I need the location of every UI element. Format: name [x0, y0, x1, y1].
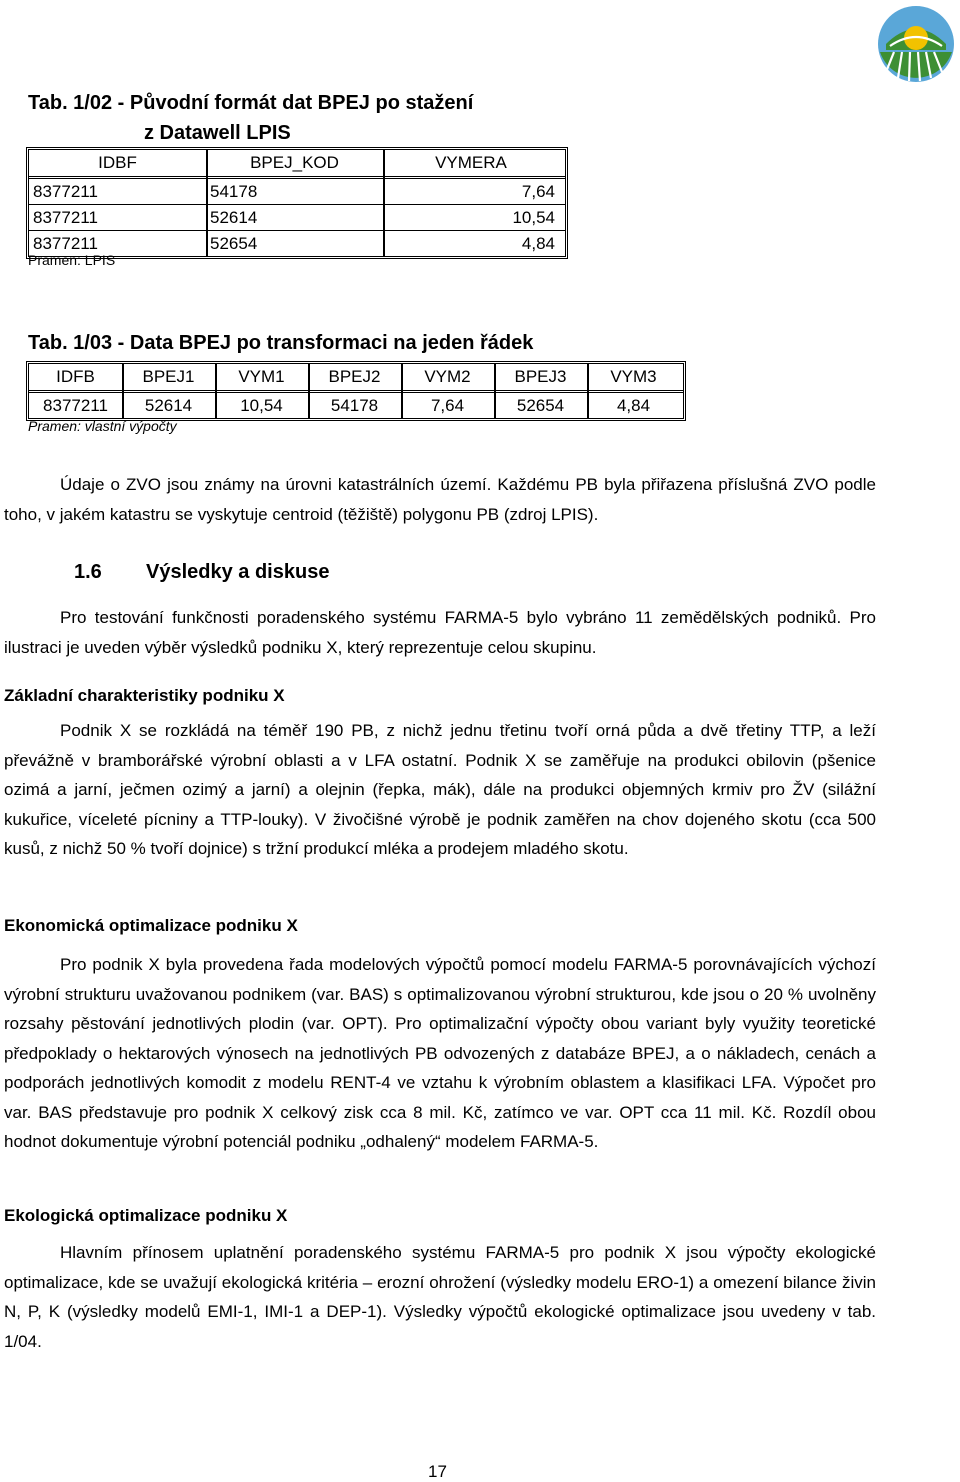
table2-col-divider — [308, 364, 310, 418]
table-cell: 52614 — [144, 395, 193, 415]
section-title: Výsledky a diskuse — [146, 561, 330, 583]
table1-col-divider — [206, 150, 208, 256]
table2-header-cell: VYM1 — [238, 367, 285, 386]
table-cell: 10,54 — [512, 207, 555, 227]
agency-logo — [876, 4, 956, 84]
table-cell: 54178 — [330, 395, 379, 415]
table1-source: Pramen: LPIS — [28, 252, 116, 268]
table2-header-cell: BPEJ2 — [328, 367, 381, 386]
paragraph-economic-text: Pro podnik X byla provedena řada modelových výpočtů pomocí modelu FARMA-5 porovnávajících výchozí výrobní strukturu uvažovanou podnikem (var. BAS) s optimalizovanou výrobní strukturou, kde jsou o 20 % uvolněny rozsahy pěstování jednotlivých plodin (var. OPT). Pro optimalizační výpočty obou variant byly využity teoretické předpoklady o hektarových výnosech na jednotlivých PB odvozených z databáze BPEJ, a o nákladech, cenách a podporách jednotlivých komodit z modelu RENT-4 ve vztahu k výrobním oblastem a klasifikaci LFA. Výpočet pro var. BAS představuje pro podnik X celkový zisk cca 8 mil. Kč, zatímco ve var. OPT cca 11 mil. Kč. Rozdíl obou hodnot dokumentuje výrobní potenciál podniku „odhalený“ modelem FARMA-5. — [4, 955, 876, 1151]
table2 — [26, 361, 686, 421]
table-cell: 8377211 — [33, 207, 98, 227]
section-number: 1.6 — [74, 561, 102, 583]
table-cell: 54178 — [210, 181, 258, 201]
table2-header-cell: VYM3 — [610, 367, 657, 386]
table2-header-row — [29, 364, 683, 393]
table2-header-cell: BPEJ1 — [142, 367, 195, 386]
table2-col-divider — [122, 364, 124, 418]
table-cell: 7,64 — [521, 181, 555, 201]
table-row — [29, 393, 683, 418]
table-cell: 52654 — [516, 395, 565, 415]
table2-header-cell: IDFB — [56, 367, 95, 386]
section-heading — [74, 561, 329, 584]
table2-col-divider — [401, 364, 403, 418]
table-row — [29, 179, 565, 205]
table-cell: 7,64 — [430, 395, 465, 415]
table1-header-cell: BPEJ_KOD — [250, 153, 339, 172]
paragraph-zvo-text: Údaje o ZVO jsou známy na úrovni katastrálních území. Každému PB byla přiřazena příslušná ZVO podle toho, v jakém katastru se vyskytuje centroid (těžiště) polygonu PB (zdroj LPIS). — [4, 475, 876, 524]
paragraph-intro — [4, 603, 876, 662]
table2-col-divider — [215, 364, 217, 418]
paragraph-basic — [4, 716, 876, 864]
table2-title: Tab. 1/03 - Data BPEJ po transformaci na jeden řádek — [28, 332, 534, 354]
table1-col-divider — [383, 150, 385, 256]
table-cell: 8377211 — [33, 233, 98, 253]
paragraph-ecological-text: Hlavním přínosem uplatnění poradenského systému FARMA-5 pro podnik X jsou výpočty ekologické optimalizace, kde se uvažují ekologická kritéria – erozní ohrožení (výsledky modelu ERO-1) a omezení bilance živin N, P, K (výsledky modelů EMI-1, IMI-1 a DEP-1). Výsledky výpočtů ekologické optimalizace jsou uvedeny v tab. 1/04. — [4, 1243, 876, 1351]
table1-header-row — [29, 150, 565, 179]
paragraph-intro-text: Pro testování funkčnosti poradenského systému FARMA-5 bylo vybráno 11 zemědělských podniků. Pro ilustraci je uveden výběr výsledků podniku X, který reprezentuje celou skupinu. — [4, 608, 876, 657]
paragraph-economic — [4, 950, 876, 1157]
paragraph-basic-text: Podnik X se rozkládá na téměř 190 PB, z nichž jednu třetinu tvoří orná půda a dvě třetiny TTP, a leží převážně v bramborářské výrobní oblasti a v LFA ostatní. Podnik X se zaměřuje na produkci obilovin (pšenice ozimá a jarní, ječmen ozimý a jarní) a olejnin (řepka, mák), dále na produkci objemných krmiv pro ŽV (silážní kukuřice, víceleté pícniny a TTP-louky). V živočišné výrobě je podnik zaměřen na chov dojeného skotu (cca 500 kusů, z nichž 50 % tvoří dojnice) s tržní produkcí mléka a prodejem mladého skotu. — [4, 721, 876, 858]
table2-header-cell: BPEJ3 — [514, 367, 567, 386]
table1-header-cell: VYMERA — [435, 153, 507, 172]
table2-source: Pramen: vlastní výpočty — [28, 418, 177, 434]
table-cell: 10,54 — [240, 395, 283, 415]
paragraph-ecological — [4, 1238, 876, 1356]
table1-title — [28, 88, 473, 148]
table1 — [26, 147, 568, 259]
table-cell: 52654 — [210, 233, 258, 253]
table-row — [29, 205, 565, 231]
table-cell: 52614 — [210, 207, 258, 227]
heading-ecological-optimization: Ekologická optimalizace podniku X — [4, 1206, 288, 1225]
heading-basic-characteristics: Základní charakteristiky podniku X — [4, 686, 285, 705]
table2-col-divider — [587, 364, 589, 418]
table-cell: 8377211 — [33, 181, 98, 201]
table-cell: 4,84 — [521, 233, 555, 253]
table1-header-cell: IDBF — [98, 153, 137, 172]
paragraph-zvo — [4, 470, 876, 529]
table1-title-line2: z Datawell LPIS — [144, 122, 291, 144]
page-number: 17 — [428, 1462, 447, 1481]
table1-title-line1: Tab. 1/02 - Původní formát dat BPEJ po stažení — [28, 92, 474, 114]
table-cell: 4,84 — [616, 395, 651, 415]
table2-col-divider — [494, 364, 496, 418]
heading-economic-optimization: Ekonomická optimalizace podniku X — [4, 916, 298, 935]
table-cell: 8377211 — [43, 395, 108, 415]
table2-header-cell: VYM2 — [424, 367, 471, 386]
